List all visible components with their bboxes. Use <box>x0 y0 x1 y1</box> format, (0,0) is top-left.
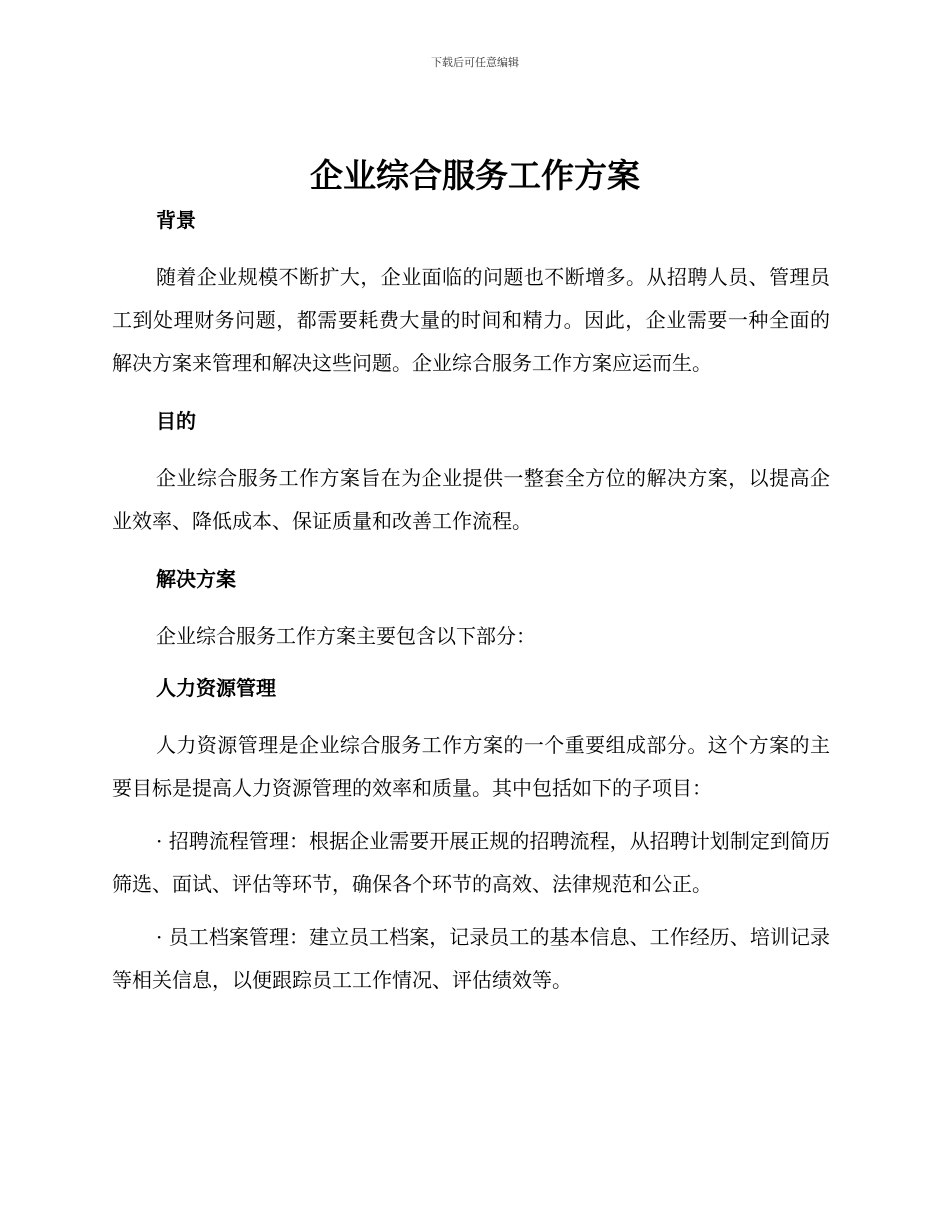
paragraph-solution: 企业综合服务工作方案主要包含以下部分： <box>156 624 536 648</box>
section-heading-background: 背景 <box>156 208 196 232</box>
list-item-recruitment: · 招聘流程管理：根据企业需要开展正规的招聘流程，从招聘计划制定到简历筛选、面试、评估等环节，确保各个环节的高效、法律规范和公正。 <box>112 829 830 896</box>
paragraph-purpose: 企业综合服务工作方案旨在为企业提供一整套全方位的解决方案，以提高企业效率、降低成本、保证质量和改善工作流程。 <box>112 466 830 533</box>
document-body <box>112 204 830 1002</box>
section-heading-solution: 解决方案 <box>156 567 236 591</box>
section-heading-purpose: 目的 <box>156 409 196 433</box>
paragraph-hr: 人力资源管理是企业综合服务工作方案的一个重要组成部分。这个方案的主要目标是提高人力资源管理的效率和质量。其中包括如下的子项目： <box>112 733 830 800</box>
paragraph-background: 随着企业规模不断扩大，企业面临的问题也不断增多。从招聘人员、管理员工到处理财务问题，都需要耗费大量的时间和精力。因此，企业需要一种全面的解决方案来管理和解决这些问题。企业综合服务工作方案应运而生。 <box>112 265 830 375</box>
page-header-note: 下载后可任意编辑 <box>431 56 519 69</box>
list-item-employee-records: · 员工档案管理：建立员工档案，记录员工的基本信息、工作经历、培训记录等相关信息，以便跟踪员工工作情况、评估绩效等。 <box>112 925 830 992</box>
document-title: 企业综合服务工作方案 <box>310 156 640 195</box>
section-heading-hr: 人力资源管理 <box>156 676 276 700</box>
